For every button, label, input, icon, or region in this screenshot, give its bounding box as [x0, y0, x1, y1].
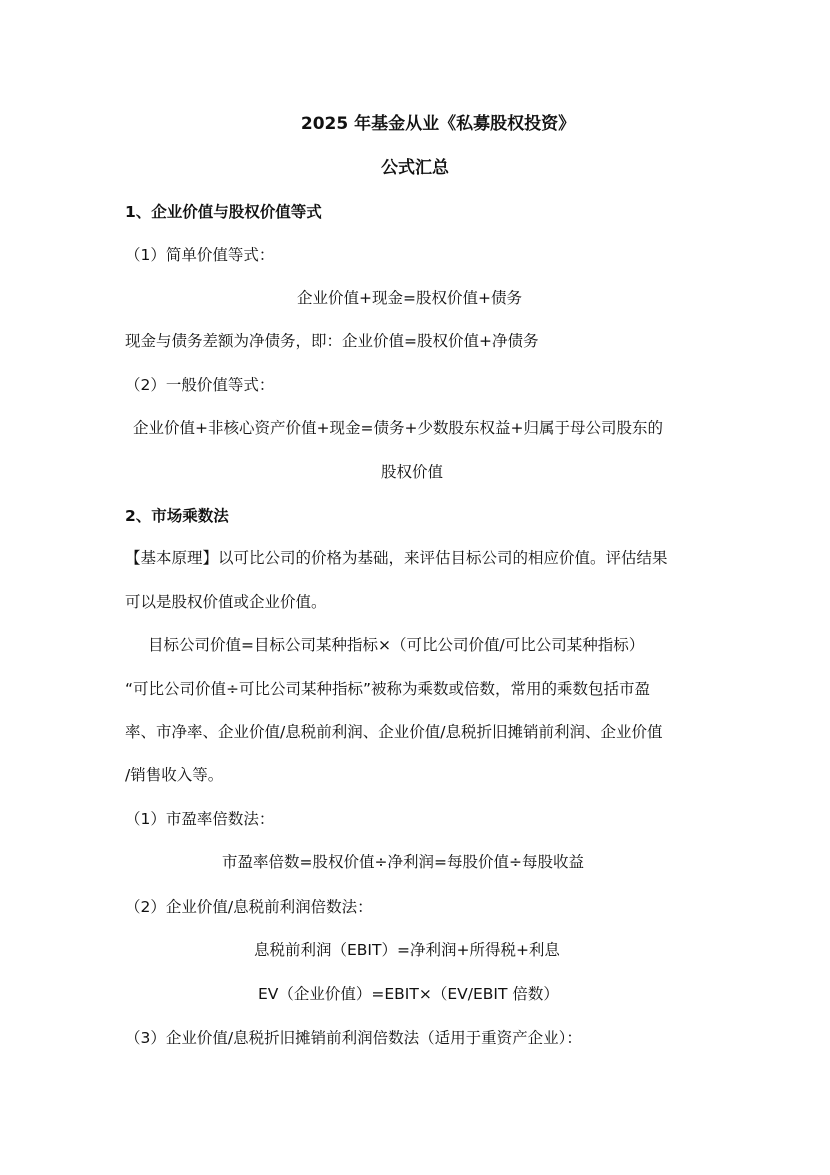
pe-method-label: （1）市盈率倍数法：: [125, 810, 275, 828]
principle-line-2: 可以是股权价值或企业价值。: [125, 593, 327, 611]
ebit-formula: 息税前利润（EBIT）=净利润+所得税+利息: [254, 941, 560, 959]
ev-formula: EV（企业价值）=EBIT×（EV/EBIT 倍数）: [258, 985, 559, 1003]
principle-line-1: 【基本原理】以可比公司的价格为基础，来评估目标公司的相应价值。评估结果: [125, 549, 668, 567]
document-subtitle: 公式汇总: [381, 158, 449, 178]
general-equation-formula-line1: 企业价值+非核心资产价值+现金=债务+少数股东权益+归属于母公司股东的: [133, 419, 663, 437]
ev-ebit-method-label: （2）企业价值/息税前利润倍数法：: [125, 898, 373, 916]
simple-equation-label: （1）简单价值等式：: [125, 246, 275, 264]
ev-ebitda-method-label: （3）企业价值/息税折旧摊销前利润倍数法（适用于重资产企业）：: [125, 1029, 582, 1047]
pe-formula: 市盈率倍数=股权价值÷净利润=每股价值÷每股收益: [222, 853, 584, 871]
section-2-heading: 2、市场乘数法: [125, 507, 229, 525]
multiple-description-line-1: “可比公司价值÷可比公司某种指标”被称为乘数或倍数，常用的乘数包括市盈: [125, 680, 651, 698]
section-1-heading: 1、企业价值与股权价值等式: [125, 203, 322, 221]
target-value-formula: 目标公司价值=目标公司某种指标×（可比公司价值/可比公司某种指标）: [148, 636, 645, 654]
general-equation-label: （2）一般价值等式：: [125, 376, 275, 394]
general-equation-formula-line2: 股权价值: [381, 463, 444, 481]
simple-equation-formula: 企业价值+现金=股权价值+债务: [297, 289, 522, 307]
document-title: 2025 年基金从业《私募股权投资》: [300, 114, 576, 134]
multiple-description-line-3: /销售收入等。: [125, 766, 224, 784]
multiple-description-line-2: 率、市净率、企业价值/息税前利润、企业价值/息税折旧摊销前利润、企业价值: [125, 723, 663, 741]
net-debt-note: 现金与债务差额为净债务，即：企业价值=股权价值+净债务: [125, 332, 539, 350]
